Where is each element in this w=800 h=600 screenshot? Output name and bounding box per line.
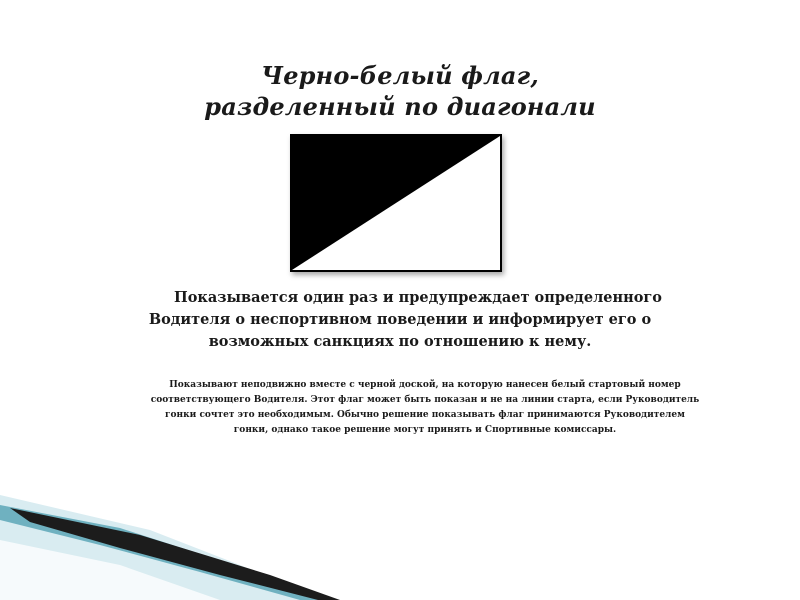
main-line-3: возможных санкциях по отношению к нему.: [208, 333, 592, 350]
page-title: [150, 60, 650, 122]
note-line-3: гонки сочтет это необходимым. Обычно решение показывать флаг принимаются Руководителем: [165, 410, 685, 420]
main-description: [110, 287, 690, 353]
title-line-2: разделенный по диагонали: [204, 92, 596, 121]
note-line-2: соответствующего Водителя. Этот флаг может быть показан и не на линии старта, если Руководитель: [150, 395, 700, 405]
main-line-1: Показывается один раз и предупреждает определенного: [174, 289, 662, 306]
flag-graphic: [290, 134, 502, 272]
black-white-diagonal-flag: [290, 134, 502, 272]
title-line-1: Черно-белый флаг,: [261, 61, 539, 90]
note-line-4: гонки, однако такое решение могут принять и Спортивные комиссары.: [233, 425, 617, 435]
note-line-1: Показывают неподвижно вместе с черной доской, на которую нанесен белый стартовый номер: [169, 380, 681, 390]
usage-note: [95, 378, 755, 438]
main-line-2: Водителя о неспортивном поведении и информирует его о: [148, 311, 652, 328]
